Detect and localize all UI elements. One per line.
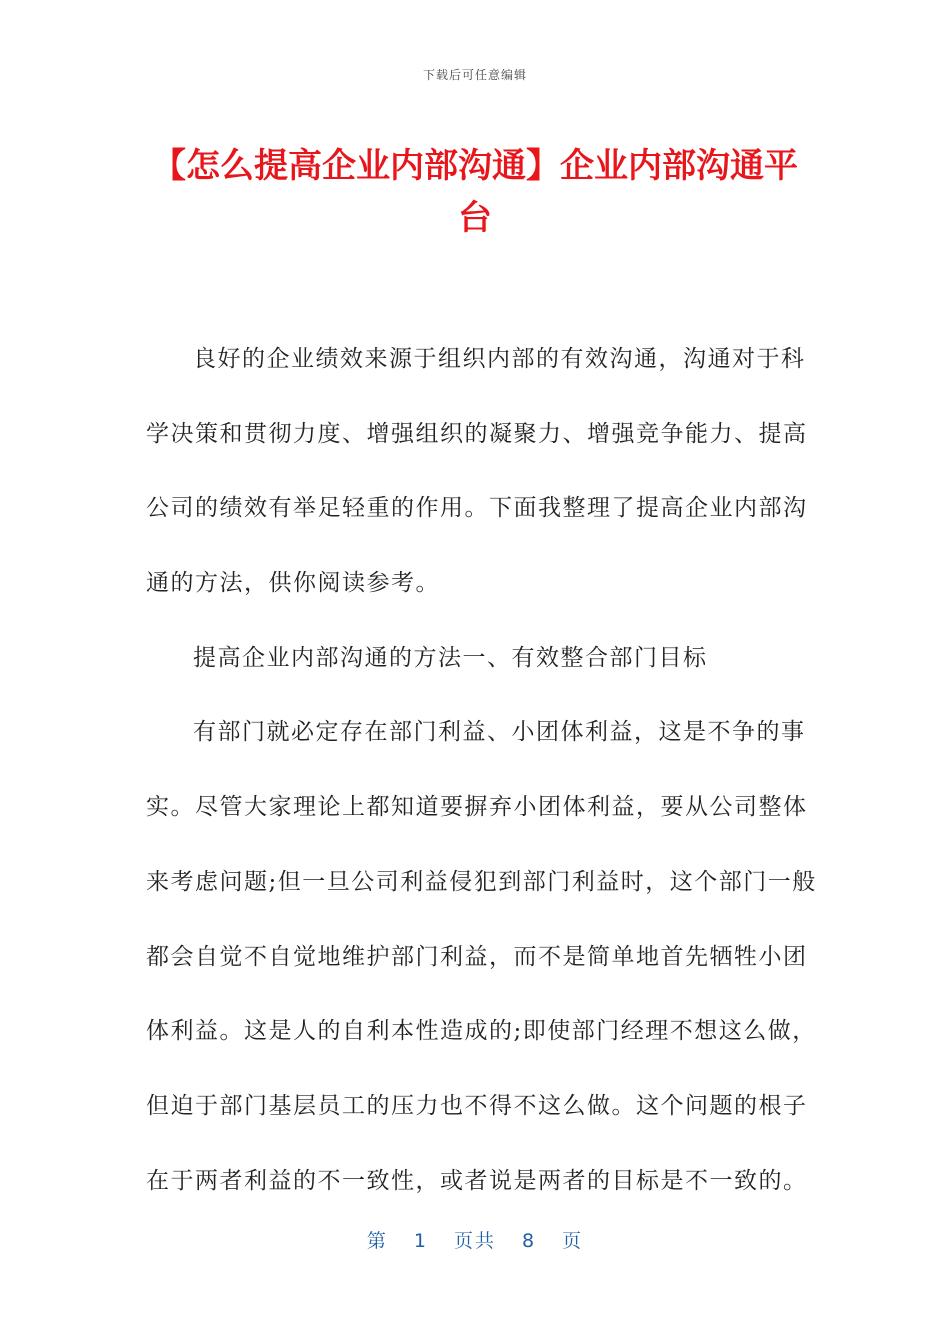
paragraph-line: 来考虑问题;但一旦公司利益侵犯到部门利益时，这个部门一般 [146,868,817,895]
paragraph-line: 在于两者利益的不一致性，或者说是两者的目标是不一致的。 [146,1167,808,1194]
document-body [146,322,817,1218]
paragraph-line: 实。尽管大家理论上都知道要摒弃小团体利益，要从公司整体 [146,794,808,821]
section-heading: 提高企业内部沟通的方法一、有效整合部门目标 [193,644,708,671]
paragraph-line: 公司的绩效有举足轻重的作用。下面我整理了提高企业内部沟 [146,495,808,522]
header-note: 下载后可任意编辑 [422,68,527,82]
paragraph-line: 体利益。这是人的自利本性造成的;即使部门经理不想这么做， [146,1018,817,1045]
document-title: 【怎么提高企业内部沟通】企业内部沟通平台 [152,146,798,238]
paragraph-line: 通的方法，供你阅读参考。 [146,570,440,597]
paragraph-line: 有部门就必定存在部门利益、小团体利益，这是不争的事 [193,719,806,746]
paragraph-line: 学决策和贯彻力度、增强组织的凝聚力、增强竞争能力、提高 [146,420,808,447]
page-footer: 第 1 页共 8 页 [366,1230,584,1252]
paragraph-line: 良好的企业绩效来源于组织内部的有效沟通，沟通对于科 [193,346,806,372]
paragraph-line: 都会自觉不自觉地维护部门利益，而不是简单地首先牺牲小团 [146,943,808,970]
paragraph-line: 但迫于部门基层员工的压力也不得不这么做。这个问题的根子 [146,1092,808,1119]
